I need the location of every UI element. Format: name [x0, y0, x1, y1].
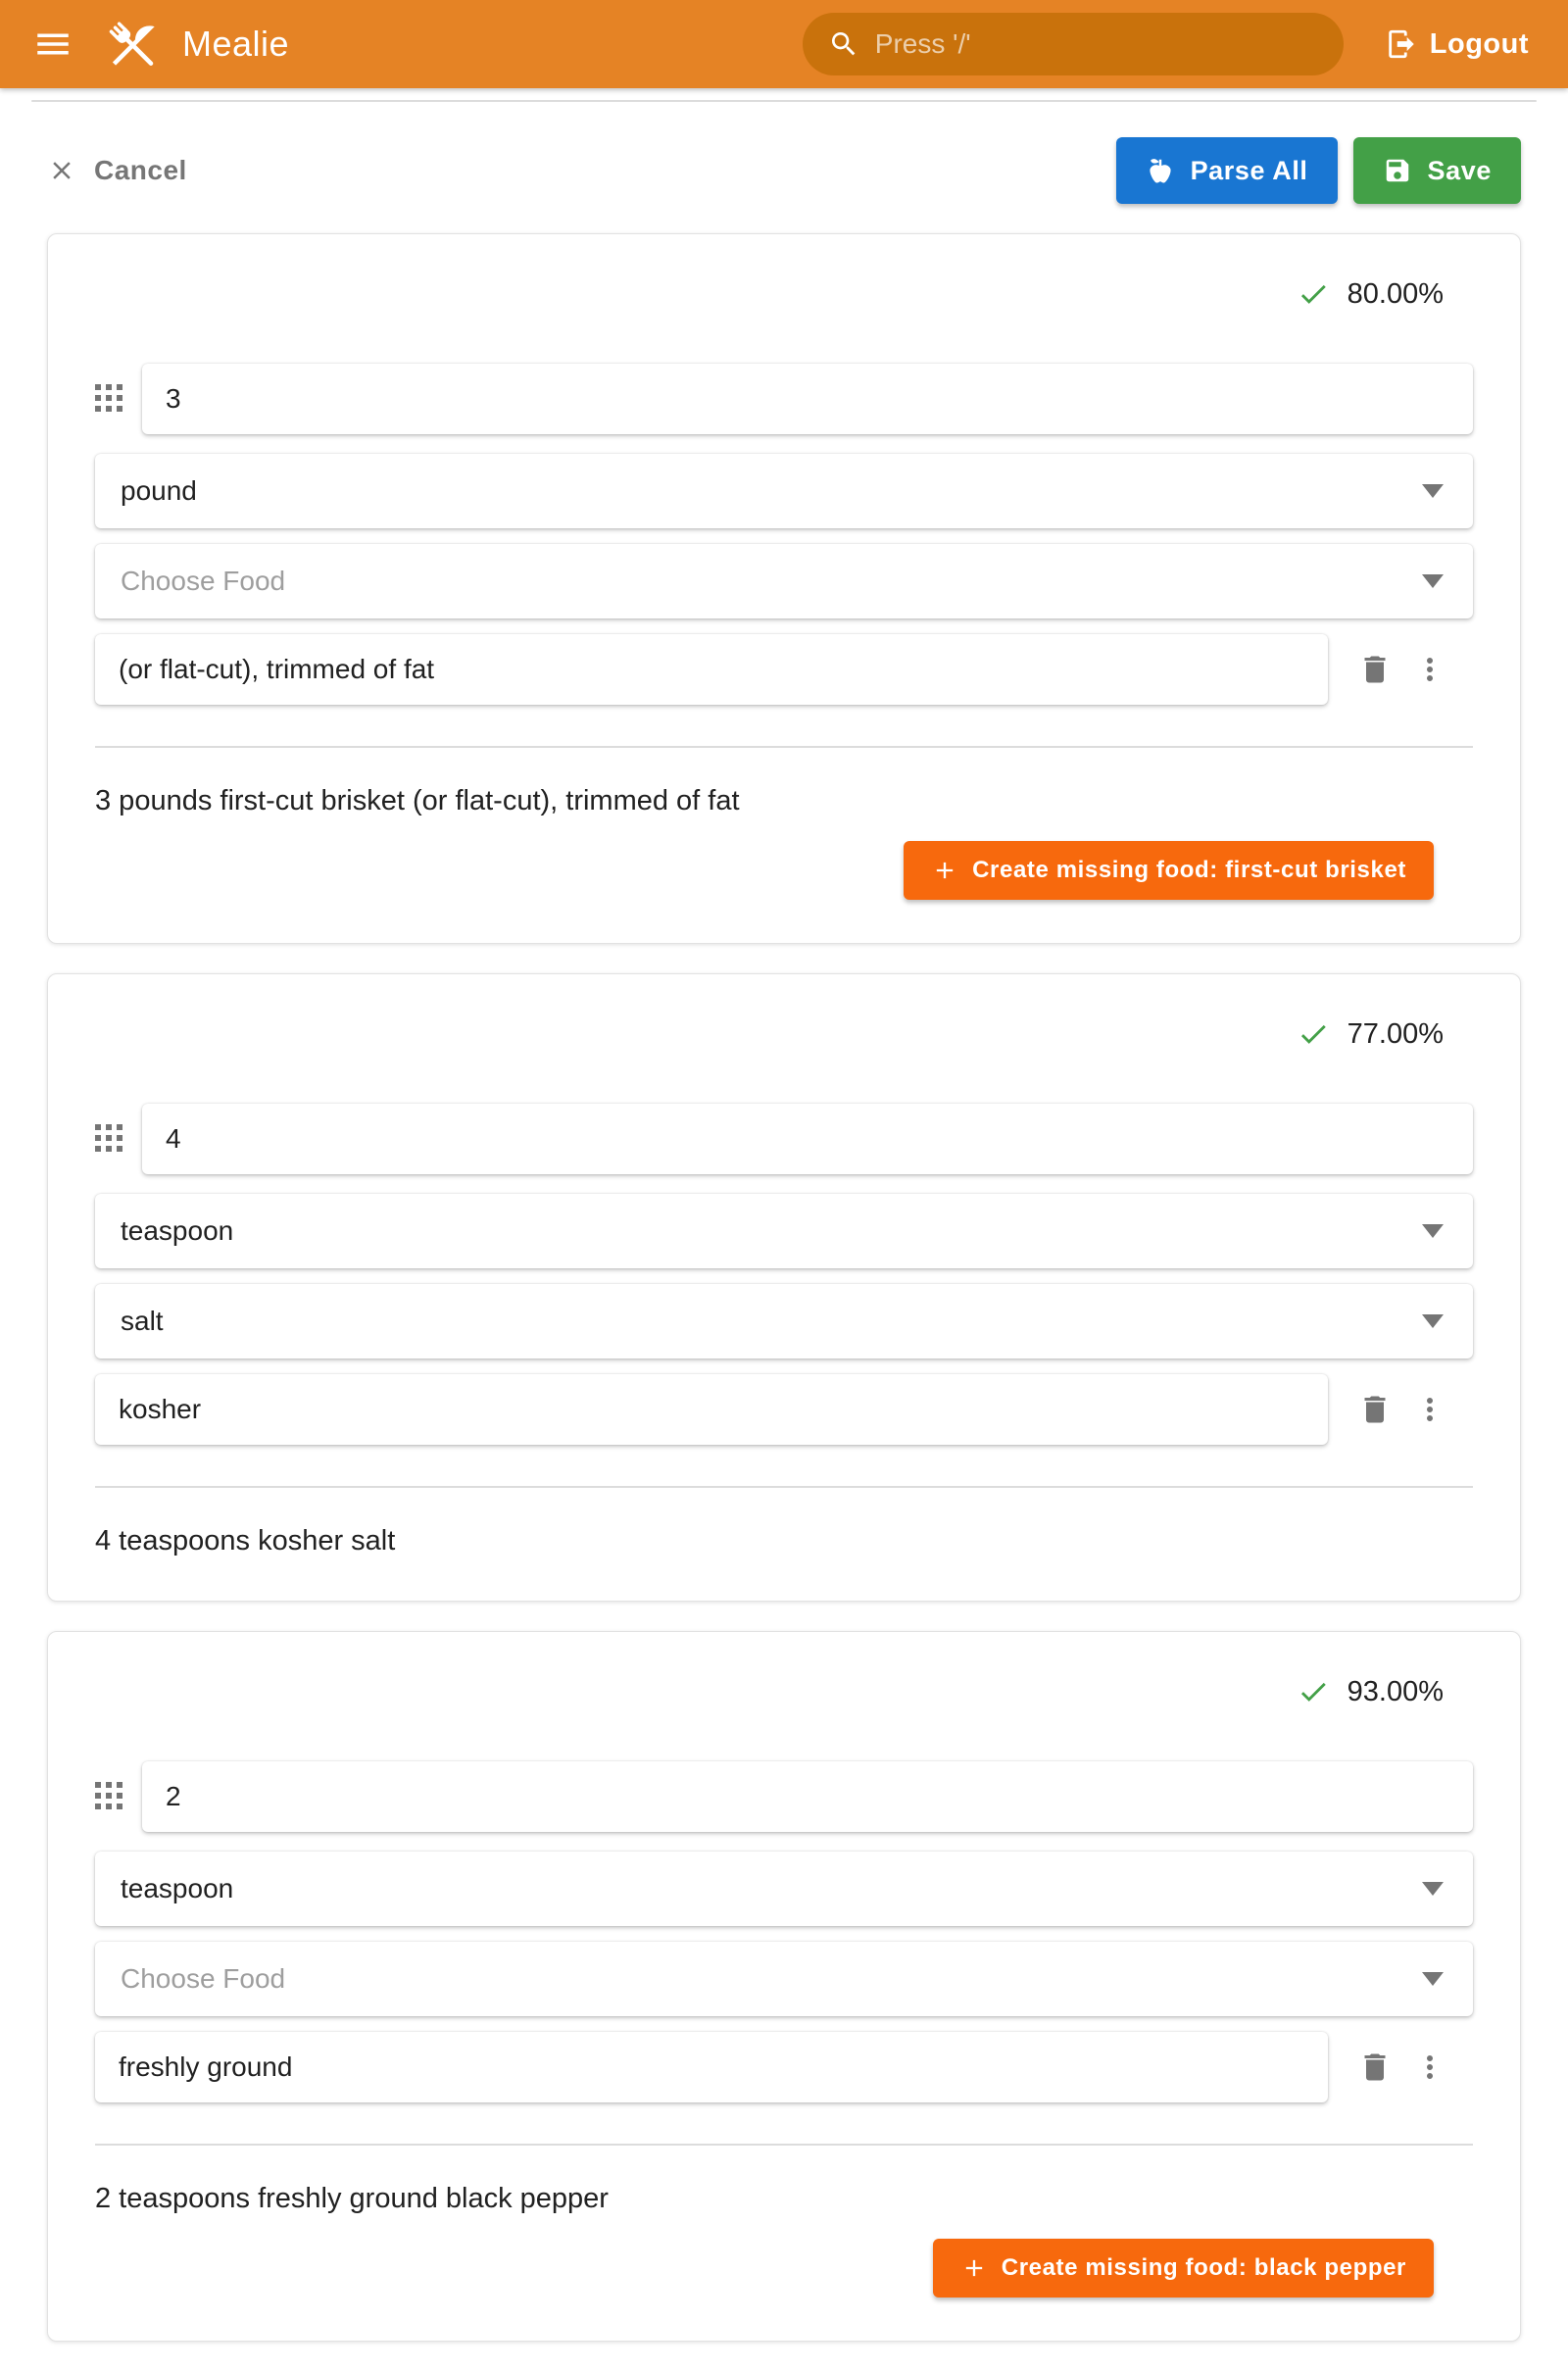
plus-icon — [931, 857, 958, 884]
close-icon — [47, 156, 76, 185]
food-select[interactable]: salt — [95, 1284, 1473, 1359]
ingredient-card — [47, 1631, 1521, 2342]
dots-vertical-icon — [1412, 2050, 1447, 2085]
trash-icon — [1357, 652, 1393, 687]
check-icon — [1297, 1017, 1330, 1051]
search-icon — [828, 28, 859, 60]
menu-button[interactable] — [29, 21, 76, 68]
note-input[interactable] — [95, 1374, 1328, 1445]
unit-select[interactable]: pound — [95, 454, 1473, 528]
check-icon — [1297, 1675, 1330, 1708]
dots-vertical-icon — [1412, 1392, 1447, 1427]
apple-icon — [1146, 156, 1175, 185]
cancel-button[interactable]: Cancel — [47, 155, 187, 186]
logout-button[interactable]: Logout — [1385, 27, 1529, 61]
delete-button[interactable] — [1348, 1382, 1402, 1437]
food-select[interactable]: Choose Food — [95, 1942, 1473, 2016]
confidence-score: 77.00% — [95, 1017, 1444, 1051]
unit-select[interactable]: teaspoon — [95, 1194, 1473, 1268]
create-missing-food-button[interactable]: Create missing food: black pepper — [933, 2239, 1434, 2298]
create-missing-food-button[interactable]: Create missing food: first-cut brisket — [904, 841, 1434, 900]
quantity-input[interactable] — [142, 364, 1473, 434]
search-input[interactable] — [875, 28, 1318, 60]
drag-handle-icon[interactable] — [95, 384, 124, 414]
divider — [95, 1486, 1473, 1488]
confidence-score: 93.00% — [95, 1675, 1444, 1708]
toolbar — [47, 137, 1521, 204]
search-bar[interactable] — [803, 13, 1344, 75]
chevron-down-icon — [1422, 1972, 1444, 1986]
quantity-input[interactable] — [142, 1761, 1473, 1832]
parsed-summary-text: 4 teaspoons kosher salt — [95, 1525, 396, 1557]
save-icon — [1383, 156, 1412, 185]
ingredient-card — [47, 233, 1521, 944]
trash-icon — [1357, 2050, 1393, 2085]
ingredient-parser-page — [0, 137, 1568, 2342]
unit-select[interactable]: teaspoon — [95, 1852, 1473, 1926]
delete-button[interactable] — [1348, 642, 1402, 697]
note-input[interactable] — [95, 634, 1328, 705]
save-button[interactable]: Save — [1353, 137, 1521, 204]
chevron-down-icon — [1422, 1314, 1444, 1328]
divider — [95, 746, 1473, 748]
chevron-down-icon — [1422, 574, 1444, 588]
chevron-down-icon — [1422, 484, 1444, 498]
chevron-down-icon — [1422, 1224, 1444, 1238]
delete-button[interactable] — [1348, 2040, 1402, 2095]
food-select[interactable]: Choose Food — [95, 544, 1473, 618]
parse-all-button[interactable]: Parse All — [1116, 137, 1338, 204]
plus-icon — [960, 2254, 988, 2282]
dots-vertical-icon — [1412, 652, 1447, 687]
drag-handle-icon[interactable] — [95, 1124, 124, 1154]
quantity-input[interactable] — [142, 1104, 1473, 1174]
more-menu-button[interactable] — [1402, 1382, 1457, 1437]
chevron-down-icon — [1422, 1882, 1444, 1896]
drag-handle-icon[interactable] — [95, 1782, 124, 1811]
parsed-summary-text: 2 teaspoons freshly ground black pepper — [95, 2183, 609, 2214]
parsed-summary-text: 3 pounds first-cut brisket (or flat-cut), trimmed of fat — [95, 785, 740, 816]
app-title: Mealie — [182, 24, 290, 64]
more-menu-button[interactable] — [1402, 642, 1457, 697]
note-input[interactable] — [95, 2032, 1328, 2102]
trash-icon — [1357, 1392, 1393, 1427]
confidence-score: 80.00% — [95, 277, 1444, 311]
divider — [95, 2144, 1473, 2146]
ingredient-card — [47, 973, 1521, 1602]
mealie-logo-icon[interactable] — [102, 13, 165, 75]
check-icon — [1297, 277, 1330, 311]
app-bar — [0, 0, 1568, 88]
more-menu-button[interactable] — [1402, 2040, 1457, 2095]
logout-icon — [1385, 27, 1418, 61]
hamburger-icon — [32, 24, 74, 65]
header-divider — [31, 100, 1537, 102]
